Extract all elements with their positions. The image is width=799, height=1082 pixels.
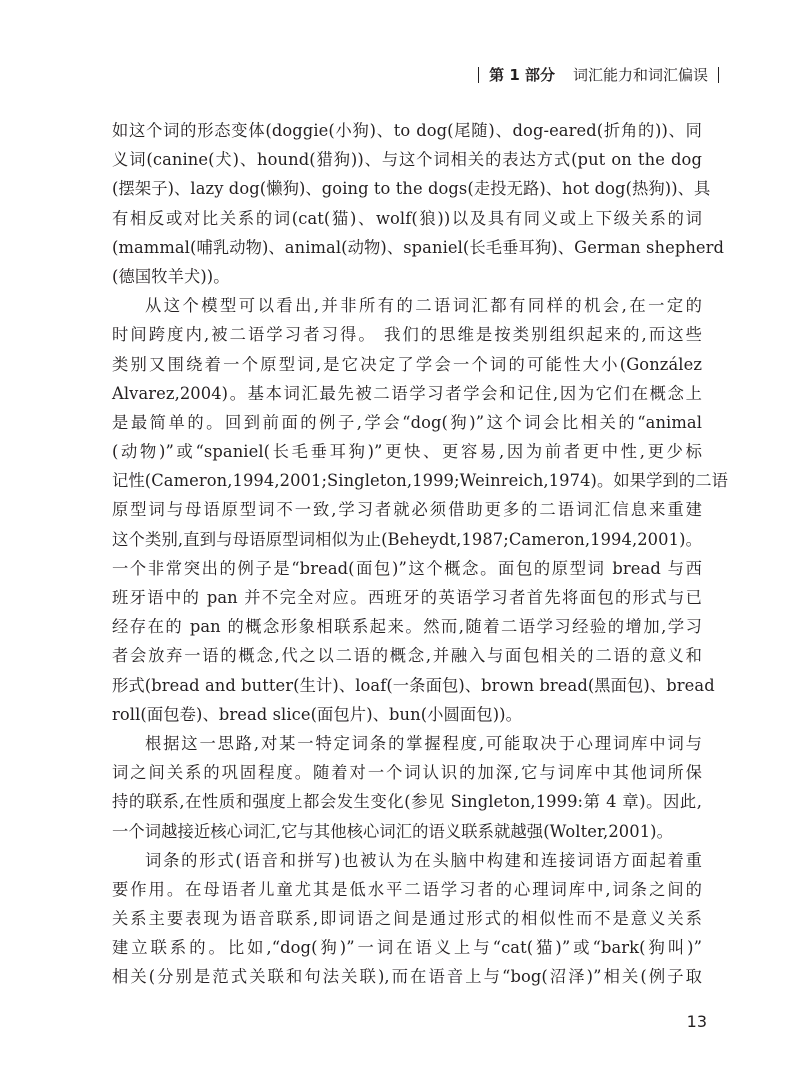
text-line: 持的联系,在性质和强度上都会发生变化(参见 Singleton,1999:第 4 章)。因此, xyxy=(112,792,702,812)
text-line: (摆架子)、lazy dog(懒狗)、going to the dogs(走投无路)、hot dog(热狗))、具 xyxy=(112,179,711,199)
text-line: 有相反或对比关系的词(cat(猫)、wolf(狼))以及具有同义或上下级关系的词 xyxy=(112,208,702,228)
text-line: 类别又围绕着一个原型词,是它决定了学会一个词的可能性大小(González xyxy=(112,354,702,374)
text-line: 原型词与母语原型词不一致,学习者就必须借助更多的二语词汇信息来重建 xyxy=(112,500,702,520)
page-number: 13 xyxy=(686,1012,707,1031)
text-line: Alvarez,2004)。基本词汇最先被二语学习者学会和记住,因为它们在概念上 xyxy=(112,383,702,403)
text-line: 经存在的 pan 的概念形象相联系起来。然而,随着二语学习经验的增加,学习 xyxy=(112,617,702,637)
text-line: 相关(分别是范式关联和句法关联),而在语音上与“bog(沼泽)”相关(例子取 xyxy=(112,967,702,987)
text-line: 词之间关系的巩固程度。随着对一个词认识的加深,它与词库中其他词所保 xyxy=(112,763,702,783)
body-text xyxy=(112,116,729,992)
text-line: 词条的形式(语音和拼写)也被认为在头脑中构建和连接词语方面起着重 xyxy=(145,850,702,870)
paragraph-1 xyxy=(112,116,725,291)
header-divider-right xyxy=(718,67,719,83)
running-header xyxy=(468,64,729,85)
text-line: 者会放弃一语的概念,代之以二语的概念,并融入与面包相关的二语的意义和 xyxy=(112,646,702,666)
text-line: 关系主要表现为语音联系,即词语之间是通过形式的相似性而不是意义关系 xyxy=(112,909,702,929)
text-line: 这个类别,直到与母语原型词相似为止(Beheydt,1987;Cameron,1994,2001)。 xyxy=(112,529,702,549)
paragraph-3 xyxy=(112,729,702,846)
text-line: (动物)”或“spaniel(长毛垂耳狗)”更快、更容易,因为前者更中性,更少标 xyxy=(112,442,702,462)
text-line: 根据这一思路,对某一特定词条的掌握程度,可能取决于心理词库中词与 xyxy=(145,733,702,753)
text-line: (德国牧羊犬))。 xyxy=(112,266,230,286)
text-line: 记性(Cameron,1994,2001;Singleton,1999;Weinreich,1974)。如果学到的二语 xyxy=(112,471,729,491)
paragraph-4 xyxy=(112,846,702,992)
text-line: 形式(bread and butter(生计)、loaf(一条面包)、brown bread(黑面包)、bread xyxy=(112,675,715,695)
text-line: roll(面包卷)、bread slice(面包片)、bun(小圆面包))。 xyxy=(112,704,522,724)
text-line: 一个词越接近核心词汇,它与其他核心词汇的语义联系就越强(Wolter,2001)。 xyxy=(112,821,673,841)
text-line: 时间跨度内,被二语学习者习得。 我们的思维是按类别组织起来的,而这些 xyxy=(112,325,702,345)
paragraph-2 xyxy=(112,291,729,729)
text-line: 要作用。在母语者儿童尤其是低水平二语学习者的心理词库中,词条之间的 xyxy=(112,879,702,899)
text-line: 建立联系的。比如,“dog(狗)”一词在语义上与“cat(猫)”或“bark(狗叫)” xyxy=(112,938,702,958)
header-chapter-title: 词汇能力和词汇偏误 xyxy=(572,66,708,84)
text-line: 是最简单的。回到前面的例子,学会“dog(狗)”这个词会比相关的“animal xyxy=(112,412,702,432)
text-line: 班牙语中的 pan 并不完全对应。西班牙的英语学习者首先将面包的形式与已 xyxy=(112,588,702,607)
header-part-label: 第 1 部分 xyxy=(489,66,555,84)
text-line: 如这个词的形态变体(doggie(小狗)、to dog(尾随)、dog-eared(折角的))、同 xyxy=(112,121,702,140)
header-divider-left xyxy=(478,67,479,83)
text-line: 义词(canine(犬)、hound(猎狗))、与这个词相关的表达方式(put on the dog xyxy=(112,150,702,170)
text-line: (mammal(哺乳动物)、animal(动物)、spaniel(长毛垂耳狗)、German shepherd xyxy=(112,237,725,257)
text-line: 一个非常突出的例子是“bread(面包)”这个概念。面包的原型词 bread 与西 xyxy=(112,558,702,578)
text-line: 从这个模型可以看出,并非所有的二语词汇都有同样的机会,在一定的 xyxy=(145,296,702,316)
